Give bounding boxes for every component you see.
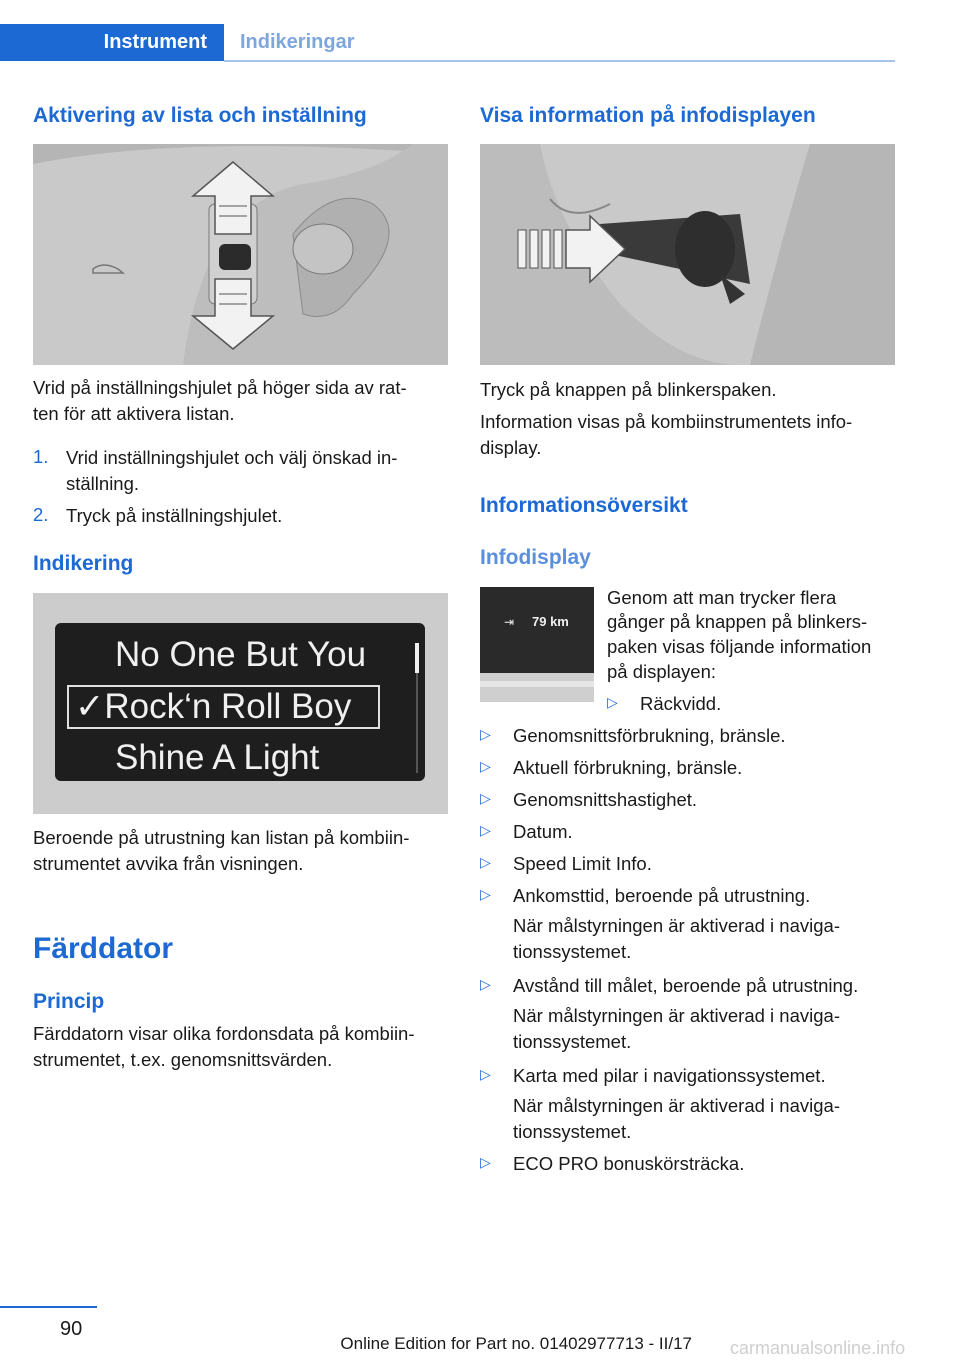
bullet-triangle-icon: ▷ — [480, 790, 491, 806]
bullet-triangle-icon: ▷ — [480, 886, 491, 902]
fuel-range-icon: ⇥ — [504, 615, 515, 629]
footer-divider — [0, 1306, 97, 1308]
bullet-triangle-icon: ▷ — [480, 854, 491, 870]
page-number: 90 — [60, 1318, 83, 1340]
chapter-title: Färddator — [33, 932, 174, 965]
paragraph-line: Tryck på knappen på blinkerspaken. — [480, 379, 777, 400]
bullet-subtext: När målstyrningen är aktiverad i naviga‐ — [513, 915, 840, 936]
step-text: ställning. — [66, 473, 140, 494]
paragraph-line: paken visas följande information — [607, 636, 872, 657]
display-bezel-line — [480, 681, 594, 687]
bullet-triangle-icon: ▷ — [480, 1066, 491, 1082]
bullet-triangle-icon: ▷ — [480, 1154, 491, 1170]
section-title-informationsoversikt: Informationsöversikt — [480, 494, 688, 517]
bullet-text: Avstånd till målet, beroende på utrustning. — [513, 975, 859, 996]
step-number: 2. — [33, 504, 49, 525]
tab-instrument[interactable]: Instrument — [0, 24, 224, 61]
range-value: 79 km — [532, 614, 569, 629]
section-title-visa: Visa information på infodisplayen — [480, 104, 816, 127]
display-screen — [55, 623, 425, 781]
paragraph-line: Vrid på inställningshjulet på höger sida av rat‐ — [33, 377, 407, 398]
bullet-triangle-icon: ▷ — [607, 694, 618, 710]
subsection-title-infodisplay: Infodisplay — [480, 546, 591, 569]
paragraph-line: Information visas på kombiinstrumentets info‐ — [480, 411, 853, 432]
step-text: Vrid inställningshjulet och välj önskad in‐ — [66, 447, 398, 468]
list-item-selected — [75, 687, 351, 727]
steering-wheel-illustration — [33, 144, 448, 365]
page-header — [0, 24, 895, 62]
step-text: Tryck på inställningshjulet. — [66, 505, 283, 526]
scrollbar-track — [416, 673, 418, 773]
bullet-subtext: tionssystemet. — [513, 941, 632, 962]
bullet-subtext: När målstyrningen är aktiverad i naviga‐ — [513, 1095, 840, 1116]
section-title-aktivering: Aktivering av lista och inställning — [33, 104, 367, 127]
paragraph-line: strumentet avvika från visningen. — [33, 853, 304, 874]
bullet-text: Genomsnittshastighet. — [513, 789, 698, 810]
bullet-text: Datum. — [513, 821, 573, 842]
bullet-text: Aktuell förbrukning, bränsle. — [513, 757, 743, 778]
paragraph-line: på displayen: — [607, 661, 717, 682]
paragraph-line: gånger på knappen på blinkers‐ — [607, 611, 868, 632]
paragraph-line: Färddatorn visar olika fordonsdata på kombiin‐ — [33, 1023, 415, 1044]
edition-text: Online Edition for Part no. 01402977713 - II/17 — [340, 1334, 692, 1353]
step-number: 1. — [33, 446, 49, 467]
section-title-indikering: Indikering — [33, 552, 134, 575]
bullet-triangle-icon: ▷ — [480, 726, 491, 742]
turn-signal-stalk-figure — [480, 144, 895, 365]
infodisplay-screen — [480, 587, 594, 673]
list-item-label: Rock‘n Roll Boy — [104, 687, 352, 726]
tab-indikeringar[interactable]: Indikeringar — [240, 31, 355, 53]
infodisplay-thumbnail — [480, 587, 594, 702]
bullet-text: Karta med pilar i navigationssystemet. — [513, 1065, 826, 1086]
steering-wheel-figure — [33, 144, 448, 365]
bullet-text: Ankomsttid, beroende på utrustning. — [513, 885, 811, 906]
bullet-text: ECO PRO bonuskörsträcka. — [513, 1153, 745, 1174]
bullet-subtext: När målstyrningen är aktiverad i naviga‐ — [513, 1005, 840, 1026]
bullet-text: Genomsnittsförbrukning, bränsle. — [513, 725, 786, 746]
list-item: Shine A Light — [115, 738, 320, 777]
subsection-title-princip: Princip — [33, 990, 105, 1013]
list-item: No One But You — [115, 635, 367, 674]
list-display-figure — [33, 593, 448, 814]
bullet-triangle-icon: ▷ — [480, 976, 491, 992]
checkmark-icon: ✓ — [75, 687, 105, 726]
paragraph-line: display. — [480, 437, 542, 458]
bullet-text: Räckvidd. — [640, 693, 722, 714]
bullet-triangle-icon: ▷ — [480, 822, 491, 838]
watermark: carmanualsonline.info — [730, 1338, 906, 1358]
bullet-triangle-icon: ▷ — [480, 758, 491, 774]
bullet-subtext: tionssystemet. — [513, 1031, 632, 1052]
paragraph-line: Genom att man trycker flera — [607, 587, 837, 608]
bullet-text: Speed Limit Info. — [513, 853, 652, 874]
paragraph-line: Beroende på utrustning kan listan på kombiin‐ — [33, 827, 410, 848]
stalk-illustration — [480, 144, 895, 365]
bullet-subtext: tionssystemet. — [513, 1121, 632, 1142]
paragraph-line: ten för att aktivera listan. — [33, 403, 235, 424]
header-divider — [224, 60, 895, 62]
paragraph-line: strumentet, t.ex. genomsnittsvärden. — [33, 1049, 333, 1070]
scrollbar-thumb — [415, 643, 419, 673]
